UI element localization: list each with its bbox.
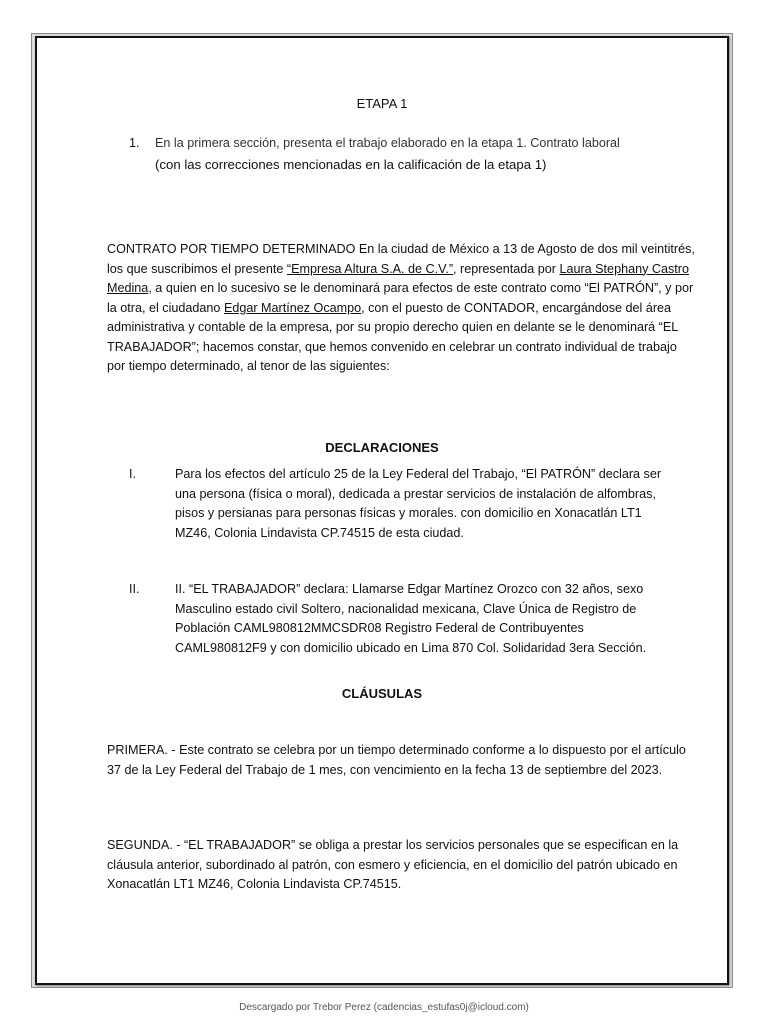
download-footer: Descargado por Trebor Perez (cadencias_estufas0j@icloud.com) <box>239 1002 529 1013</box>
list-item-text: En la primera sección, presenta el trabajo elaborado en la etapa 1. Contrato laboral <box>155 136 620 150</box>
contract-text-3: , a quien en lo sucesivo se le denominará para efectos de este contrato como “El PATRÓN”, y por la otra, el ciudadano <box>107 281 694 315</box>
declaration-number: II. <box>129 582 140 596</box>
declaration-text: II. “EL TRABAJADOR” declara: Llamarse Edgar Martínez Orozco con 32 años, sexo Masculino estado civil Soltero, nacionalidad mexicana, Clave Única de Registro de Población CAML980812MMCSDR08 Registro Federal de Contribuyentes CAML980812F9 y con domicilio ubicado en Lima 870 Col. Solidaridad 3era Sección. <box>175 582 647 655</box>
clausulas-heading: CLÁUSULAS <box>341 686 423 701</box>
document-content <box>37 38 727 983</box>
list-number: 1. <box>129 136 140 150</box>
list-item-note: (con las correcciones mencionadas en la calificación de la etapa 1) <box>155 157 547 172</box>
clausula-segunda: SEGUNDA. - “EL TRABAJADOR” se obliga a prestar los servicios personales que se especifican en la cláusula anterior, subordinado al patrón, con esmero y eficiencia, en el domicilio del patrón ubicado en Xonacatlán LT1 MZ46, Colonia Lindavista CP.74515. <box>107 838 679 891</box>
contract-text-1: CONTRATO POR TIEMPO DETERMINADO En la ciudad de México a 13 de Agosto de dos mil veintitrés, los que suscribimos el presente <box>107 242 695 276</box>
company-name: “Empresa Altura S.A. de C.V.” <box>286 261 454 276</box>
declaraciones-heading: DECLARACIONES <box>325 440 439 455</box>
declaration-number: I. <box>129 467 136 481</box>
contract-text-2: , representada por <box>453 261 560 276</box>
clausula-primera: PRIMERA. - Este contrato se celebra por un tiempo determinado conforme a lo dispuesto por el artículo 37 de la Ley Federal del Trabajo de 1 mes, con vencimiento en la fecha 13 de septiembre del 2023. <box>107 743 686 777</box>
worker-name: Edgar Martínez Ocampo <box>223 300 362 315</box>
contract-paragraph <box>107 240 697 377</box>
declaration-text: Para los efectos del artículo 25 de la Ley Federal del Trabajo, “El PATRÓN” declara ser una persona (física o moral), dedicada a prestar servicios de instalación de alfombras, pisos y persianas para personas físicas y morales. con domicilio en Xonacatlán LT1 MZ46, Colonia Lindavista CP.74515 de esta ciudad. <box>175 467 662 540</box>
document-title: ETAPA 1 <box>356 96 408 111</box>
contract-text-4: , con el puesto de CONTADOR, encargándose del área administrativa y contable de la empresa, por su propio derecho quien en delante se le denominará “EL TRABAJADOR”; hacemos constar, que hemos convenido en celebrar un contrato individual de trabajo por tiempo determinado, al tenor de las siguientes: <box>107 300 678 373</box>
document-page <box>35 36 729 985</box>
representative-name: Laura Stephany Castro Medina <box>107 261 689 295</box>
